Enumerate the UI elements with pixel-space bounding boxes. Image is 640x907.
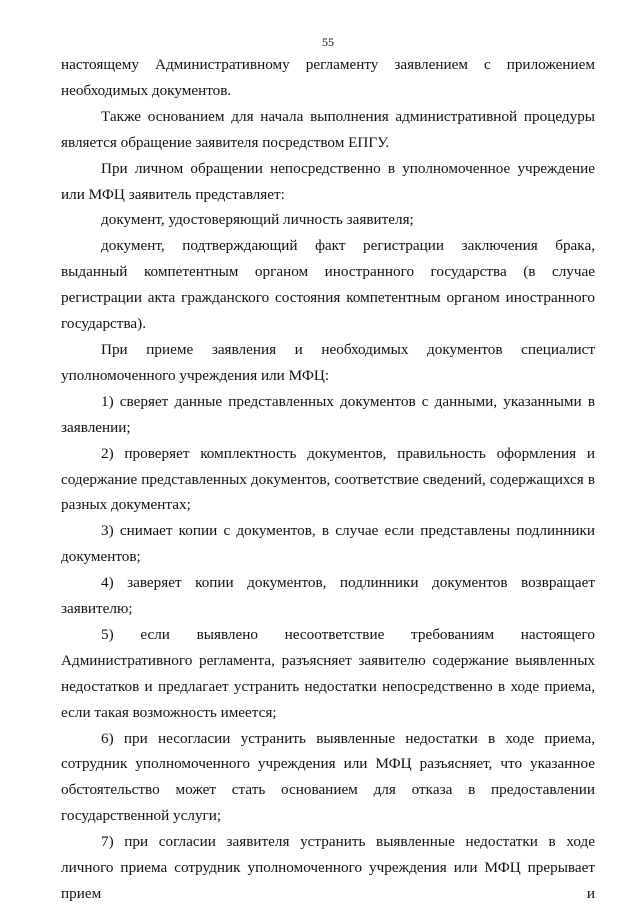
paragraph-2: Также основанием для начала выполнения административной процедуры является обращение заявителя посредством ЕПГУ. [61,107,595,151]
list-item-7: 7) при согласии заявителя устранить выявленные недостатки в ходе личного приема сотрудник уполномоченного учреждения или МФЦ прерывает прием и [61,833,595,902]
page-number: 55 [322,35,334,49]
document-page [61,34,595,907]
list-item-2: 2) проверяет комплектность документов, правильность оформления и содержание представленных документов, соответствие сведений, содержащихся в разных документах; [61,444,595,514]
list-item-5: 5) если выявлено несоответствие требованиям настоящего Административного регламента, разъясняет заявителю содержание выявленных недостатков и предлагает устранить недостатки непосредственно в ходе приема, если такая возможность имеется; [61,625,595,721]
list-item-3: 3) снимает копии с документов, в случае если представлены подлинники документов; [61,522,595,566]
list-item-4: 4) заверяет копии документов, подлинники документов возвращает заявителю; [61,574,595,618]
paragraph-5: документ, подтверждающий факт регистрации заключения брака, выданный компетентным органом иностранного государства (в случае регистрации акта гражданского состояния компетентным органом иностранного государства). [61,237,595,333]
paragraph-6: При приеме заявления и необходимых документов специалист уполномоченного учреждения или МФЦ: [61,340,595,384]
paragraph-3: При личном обращении непосредственно в уполномоченное учреждение или МФЦ заявитель представляет: [61,159,595,203]
list-item-6: 6) при несогласии устранить выявленные недостатки в ходе приема, сотрудник уполномоченного учреждения или МФЦ разъясняет, что указанное обстоятельство может стать основанием для отказа в предоставлении государственной услуги; [61,729,595,825]
paragraph-1: настоящему Административному регламенту заявлением с приложением необходимых документов. [61,56,595,99]
list-item-1: 1) сверяет данные представленных документов с данными, указанными в заявлении; [61,392,595,436]
paragraph-4: документ, удостоверяющий личность заявителя; [101,211,414,229]
